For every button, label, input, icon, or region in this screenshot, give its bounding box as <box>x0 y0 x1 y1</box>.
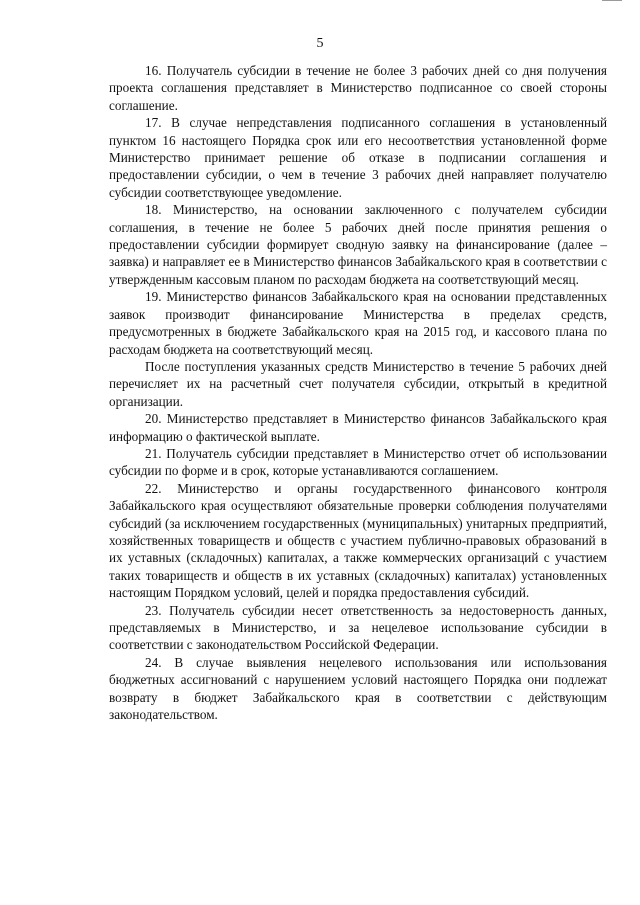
document-body <box>109 62 607 723</box>
paragraph-23: 23. Получатель субсидии несет ответственность за недостоверность данных, представляемых в Министерство, и за нецелевое использование субсидии в соответствии с законодательством Российской Федерации. <box>109 602 607 653</box>
page-number: 5 <box>316 36 324 51</box>
paragraph-19-continued: После поступления указанных средств Министерство в течение 5 рабочих дней перечисляет их на расчетный счет получателя субсидии, открытый в кредитной организации. <box>109 358 607 409</box>
scan-corner-mark <box>602 0 622 3</box>
paragraph-20: 20. Министерство представляет в Министерство финансов Забайкальского края информацию о фактической выплате. <box>109 411 607 444</box>
paragraph-21: 21. Получатель субсидии представляет в Министерство отчет об использовании субсидии по форме и в срок, которые устанавливаются соглашением. <box>109 445 607 479</box>
paragraph-22: 22. Министерство и органы государственного финансового контроля Забайкальского края осуществляют обязательные проверки соблюдения получателями субсидий (за исключением государственных (муниципальных) унитарных предприятий, хозяйственных товариществ и обществ с участием публично-правовых образований в их уставных (складочных) капиталах, а также коммерческих организаций с участием таких товариществ и обществ в их уставных (складочных) капиталах) установленных настоящим Порядком условий, целей и порядка предоставления субсидий. <box>109 480 607 601</box>
paragraph-19: 19. Министерство финансов Забайкальского края на основании представленных заявок производит финансирование Министерства в пределах средств, предусмотренных в бюджете Забайкальского края на 2015 год, и кассового плана по расходам бюджета на соответствующий месяц. <box>109 289 607 357</box>
paragraph-18: 18. Министерство, на основании заключенного с получателем субсидии соглашения, в течение не более 5 рабочих дней после принятия решения о предоставлении субсидии формирует сводную заявку на финансирование (далее – заявка) и направляет ее в Министерство финансов Забайкальского края в соответствии с утвержденным кассовым планом по расходам бюджета на соответствующий месяц. <box>109 202 607 287</box>
paragraph-17: 17. В случае непредставления подписанного соглашения в установленный пунктом 16 настоящего Порядка срок или его несоответствия установленной форме Министерство принимает решение об отказе в подписании соглашения и предоставлении субсидии, о чем в течение 3 рабочих дней направляет получателю субсидии соответствующее уведомление. <box>109 115 607 200</box>
paragraph-24: 24. В случае выявления нецелевого использования или использования бюджетных ассигнований с нарушением условий настоящего Порядка они подлежат возврату в бюджет Забайкальского края в соответствии с действующим законодательством. <box>109 654 607 723</box>
paragraph-16: 16. Получатель субсидии в течение не более 3 рабочих дней со дня получения проекта соглашения представляет в Министерство подписанное со своей стороны соглашение. <box>109 63 607 113</box>
